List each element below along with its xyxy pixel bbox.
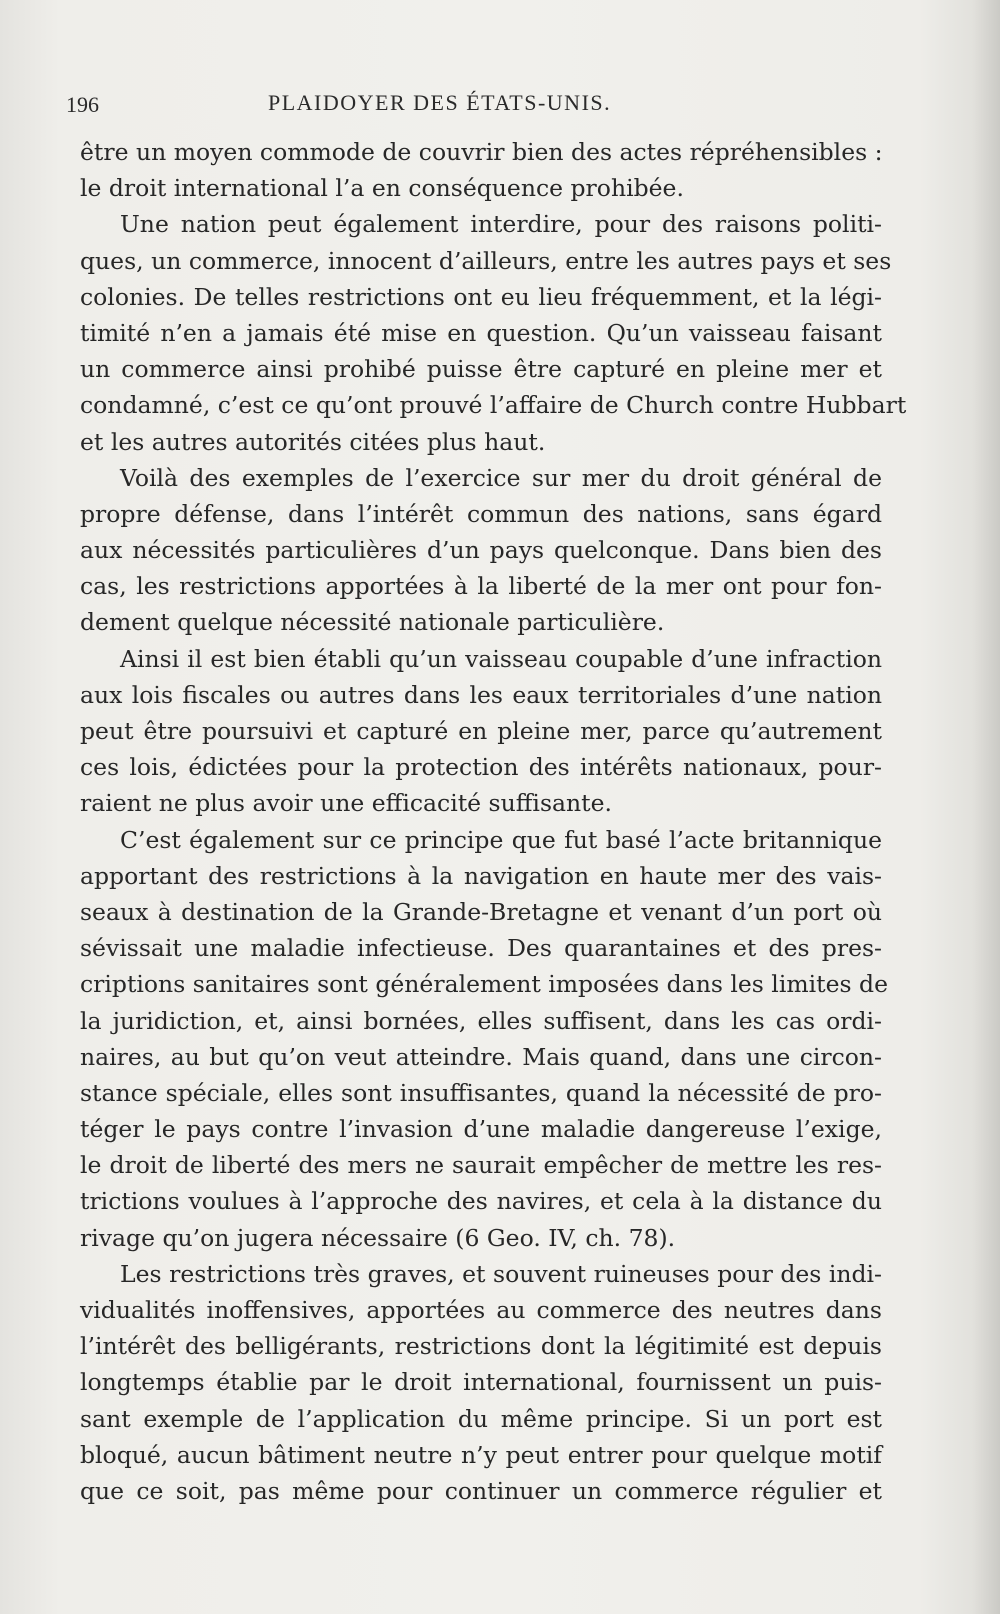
page-title: PLAIDOYER DES ÉTATS-UNIS. — [268, 90, 612, 115]
text-line: sant exemple de l’application du même principe. Si un port est — [80, 1404, 882, 1433]
text-line: condamné, c’est ce qu’ont prouvé l’affaire de Church contre Hubbart — [80, 391, 907, 420]
text-line: la juridiction, et, ainsi bornées, elles suffisent, dans les cas ordi- — [80, 1006, 882, 1035]
text-line: le droit de liberté des mers ne saurait empêcher de mettre les res- — [80, 1151, 882, 1180]
text-line: ques, un commerce, innocent d’ailleurs, entre les autres pays et ses — [80, 246, 892, 275]
paragraph-start-line: Ainsi il est bien établi qu’un vaisseau coupable d’une infraction — [120, 644, 882, 673]
text-line: timité n’en a jamais été mise en question. Qu’un vaisseau faisant — [80, 318, 882, 347]
text-line: peut être poursuivi et capturé en pleine mer, parce qu’autrement — [80, 717, 882, 745]
text-line: vidualités inoffensives, apportées au commerce des neutres dans — [80, 1296, 882, 1324]
text-line: sévissait une maladie infectieuse. Des quarantaines et des pres- — [80, 934, 882, 963]
text-line: rivage qu’on jugera nécessaire (6 Geo. IV, ch. 78). — [80, 1223, 676, 1252]
text-line: dement quelque nécessité nationale particulière. — [80, 608, 665, 637]
paragraph-start-line: Les restrictions très graves, et souvent ruineuses pour des indi- — [120, 1259, 882, 1288]
text-line: bloqué, aucun bâtiment neutre n’y peut entrer pour quelque motif — [80, 1440, 882, 1469]
text-line: stance spéciale, elles sont insuffisantes, quand la nécessité de pro- — [80, 1078, 882, 1107]
text-line: l’intérêt des belligérants, restrictions dont la légitimité est depuis — [80, 1332, 882, 1361]
paragraph-start-line: C’est également sur ce principe que fut basé l’acte britannique — [120, 825, 882, 854]
text-line: être un moyen commode de couvrir bien des actes répréhensibles : — [80, 138, 883, 166]
text-line: criptions sanitaires sont généralement imposées dans les limites de — [80, 970, 888, 999]
paragraph-start-line: Une nation peut également interdire, pour des raisons politi- — [120, 210, 882, 239]
running-head — [66, 86, 686, 120]
text-line: ces lois, édictées pour la protection des intérêts nationaux, pour- — [80, 753, 882, 782]
text-line: et les autres autorités citées plus haut. — [80, 427, 546, 456]
text-line: aux lois fiscales ou autres dans les eaux territoriales d’une nation — [80, 680, 882, 709]
page-number: 196 — [66, 92, 99, 117]
text-line: que ce soit, pas même pour continuer un commerce régulier et — [80, 1476, 882, 1505]
body-text — [80, 134, 907, 1509]
text-line: colonies. De telles restrictions ont eu lieu fréquemment, et la légi- — [80, 282, 882, 311]
text-line: propre défense, dans l’intérêt commun des nations, sans égard — [80, 499, 882, 528]
text-line: téger le pays contre l’invasion d’une maladie dangereuse l’exige, — [80, 1115, 882, 1144]
text-line: longtemps établie par le droit international, fournissent un puis- — [80, 1368, 882, 1397]
text-line: naires, au but qu’on veut atteindre. Mais quand, dans une circon- — [80, 1042, 882, 1071]
text-line: raient ne plus avoir une efficacité suffisante. — [80, 789, 612, 818]
paragraph-start-line: Voilà des exemples de l’exercice sur mer du droit général de — [120, 463, 882, 492]
text-line: apportant des restrictions à la navigation en haute mer des vais- — [80, 861, 882, 890]
text-line: un commerce ainsi prohibé puisse être capturé en pleine mer et — [80, 355, 882, 384]
page-edge-shadow — [972, 0, 1000, 1614]
text-line: le droit international l’a en conséquence prohibée. — [80, 174, 684, 203]
text-line: trictions voulues à l’approche des navires, et cela à la distance du — [80, 1187, 882, 1216]
text-line: cas, les restrictions apportées à la liberté de la mer ont pour fon- — [80, 572, 882, 601]
text-line: aux nécessités particulières d’un pays quelconque. Dans bien des — [80, 536, 882, 565]
text-line: seaux à destination de la Grande-Bretagne et venant d’un port où — [80, 897, 882, 926]
